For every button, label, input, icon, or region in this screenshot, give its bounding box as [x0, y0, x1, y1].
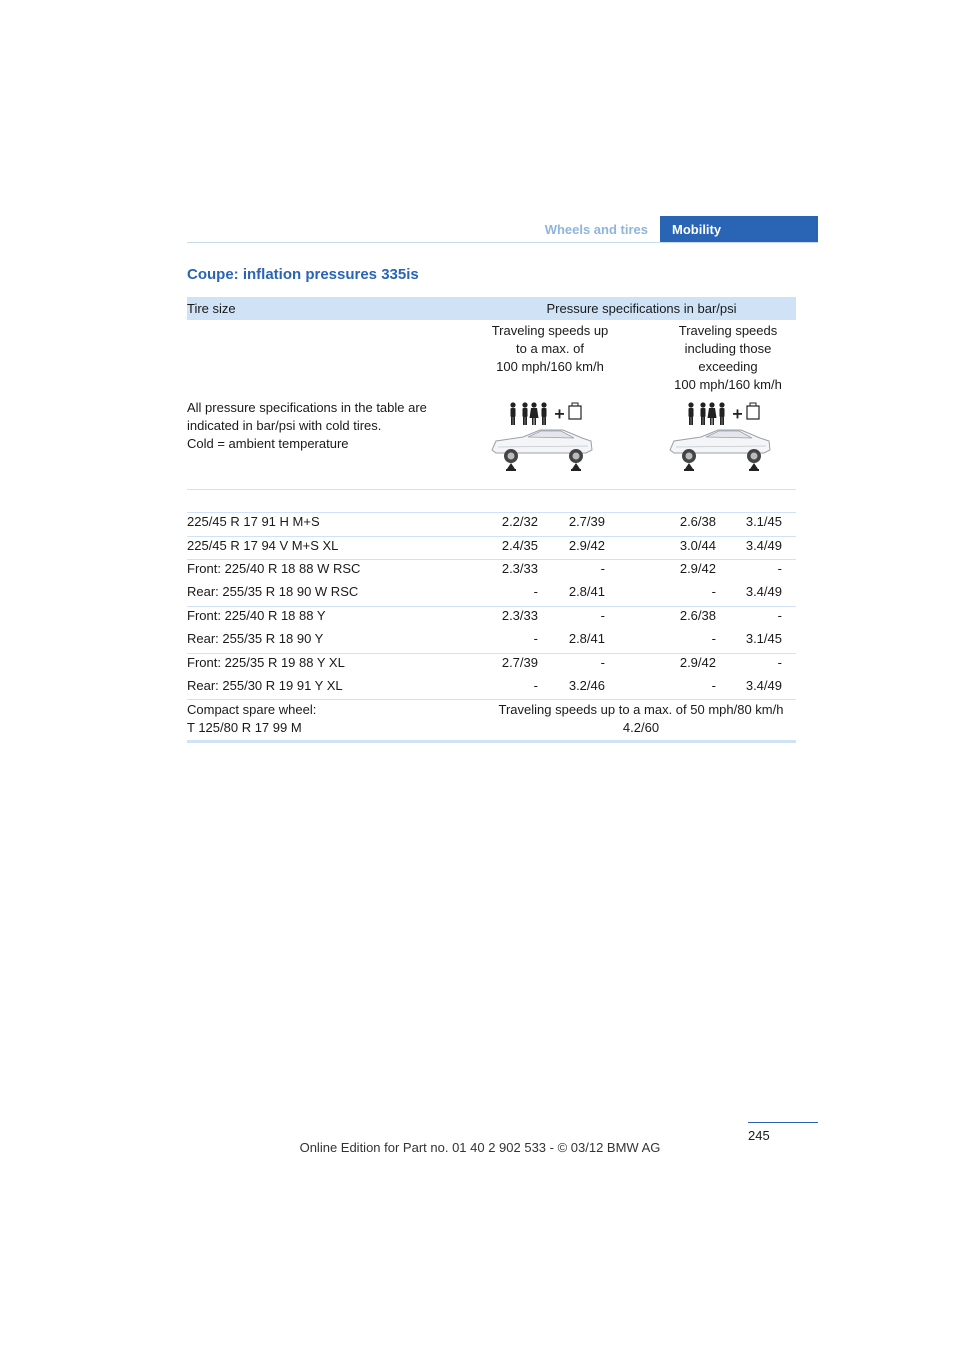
table-row — [187, 581, 796, 603]
row-separator — [187, 489, 796, 490]
pressure-value: - — [777, 655, 782, 670]
table-note: All pressure specifications in the table are indicated in bar/psi with cold tires. Cold = ambient temperature — [187, 400, 427, 451]
speed-high-heading: Traveling speeds including those exceeding 100 mph/160 km/h — [674, 323, 782, 392]
pressure-value: 3.0/44 — [679, 538, 716, 553]
table-row — [187, 675, 796, 697]
table-row — [187, 628, 796, 650]
table-row — [187, 652, 796, 674]
pressure-value: 2.7/39 — [568, 514, 605, 529]
table-row — [187, 511, 796, 533]
pressure-value: - — [777, 608, 782, 623]
header-chapter-tab: Mobility — [660, 216, 818, 243]
pressure-value: 2.8/41 — [568, 584, 605, 599]
tire-size: Rear: 255/35 R 18 90 W RSC — [187, 584, 359, 599]
spare-wheel-label: Compact spare wheel: T 125/80 R 17 99 M — [187, 702, 317, 735]
pressure-value: - — [533, 631, 538, 646]
tire-size: 225/45 R 17 91 H M+S — [187, 514, 320, 529]
tire-size: Front: 225/40 R 18 88 Y — [187, 608, 326, 623]
speed-low-heading: Traveling speeds up to a max. of 100 mph/160 km/h — [491, 323, 609, 374]
table-row — [187, 605, 796, 627]
pressure-value: - — [533, 584, 538, 599]
pressure-value: - — [600, 561, 605, 576]
pressure-value: 2.9/42 — [679, 561, 716, 576]
table-row — [187, 535, 796, 557]
row-separator — [187, 699, 796, 700]
pressure-value: 3.4/49 — [745, 678, 782, 693]
tire-size: Front: 225/40 R 18 88 W RSC — [187, 561, 361, 576]
footer-edition-note: Online Edition for Part no. 01 40 2 902 533 - © 03/12 BMW AG — [299, 1140, 661, 1155]
page-number-rule — [748, 1122, 818, 1123]
col-tire-size: Tire size — [187, 301, 236, 316]
pressure-value: 2.4/35 — [501, 538, 538, 553]
page-number: 245 — [748, 1128, 770, 1143]
pressure-value: 3.1/45 — [745, 514, 782, 529]
full-load-car-icon-high-speed — [666, 400, 774, 478]
pressure-value: - — [533, 678, 538, 693]
pressure-value: 2.9/42 — [568, 538, 605, 553]
table-row — [187, 558, 796, 580]
pressure-value: 2.9/42 — [679, 655, 716, 670]
col-pressure: Pressure specifications in bar/psi — [546, 301, 737, 316]
pressure-value: - — [600, 608, 605, 623]
pressure-value: - — [711, 631, 716, 646]
header-section-title: Wheels and tires — [544, 222, 648, 237]
pressure-value: 3.1/45 — [745, 631, 782, 646]
pressure-value: 2.3/33 — [501, 608, 538, 623]
pressure-value: 3.2/46 — [568, 678, 605, 693]
pressure-value: 3.4/49 — [745, 538, 782, 553]
pressure-value: 2.6/38 — [679, 608, 716, 623]
header-rule — [187, 242, 818, 243]
table-header — [187, 297, 796, 320]
pressure-value: 2.6/38 — [679, 514, 716, 529]
pressure-value: 2.3/33 — [501, 561, 538, 576]
tire-size: 225/45 R 17 94 V M+S XL — [187, 538, 339, 553]
pressure-value: - — [600, 655, 605, 670]
tire-size: Rear: 255/30 R 19 91 Y XL — [187, 678, 343, 693]
spare-wheel-pressure: Traveling speeds up to a max. of 50 mph/80 km/h 4.2/60 — [498, 702, 784, 735]
pressure-value: 3.4/49 — [745, 584, 782, 599]
pressure-value: - — [711, 584, 716, 599]
table-bottom-rule — [187, 740, 796, 743]
pressure-value: 2.8/41 — [568, 631, 605, 646]
pressure-value: 2.7/39 — [501, 655, 538, 670]
pressure-value: 2.2/32 — [501, 514, 538, 529]
tire-size: Rear: 255/35 R 18 90 Y — [187, 631, 324, 646]
full-load-car-icon — [488, 400, 596, 478]
pressure-value: - — [711, 678, 716, 693]
page-title: Coupe: inflation pressures 335is — [187, 266, 419, 283]
pressure-value: - — [777, 561, 782, 576]
tire-size: Front: 225/35 R 19 88 Y XL — [187, 655, 345, 670]
